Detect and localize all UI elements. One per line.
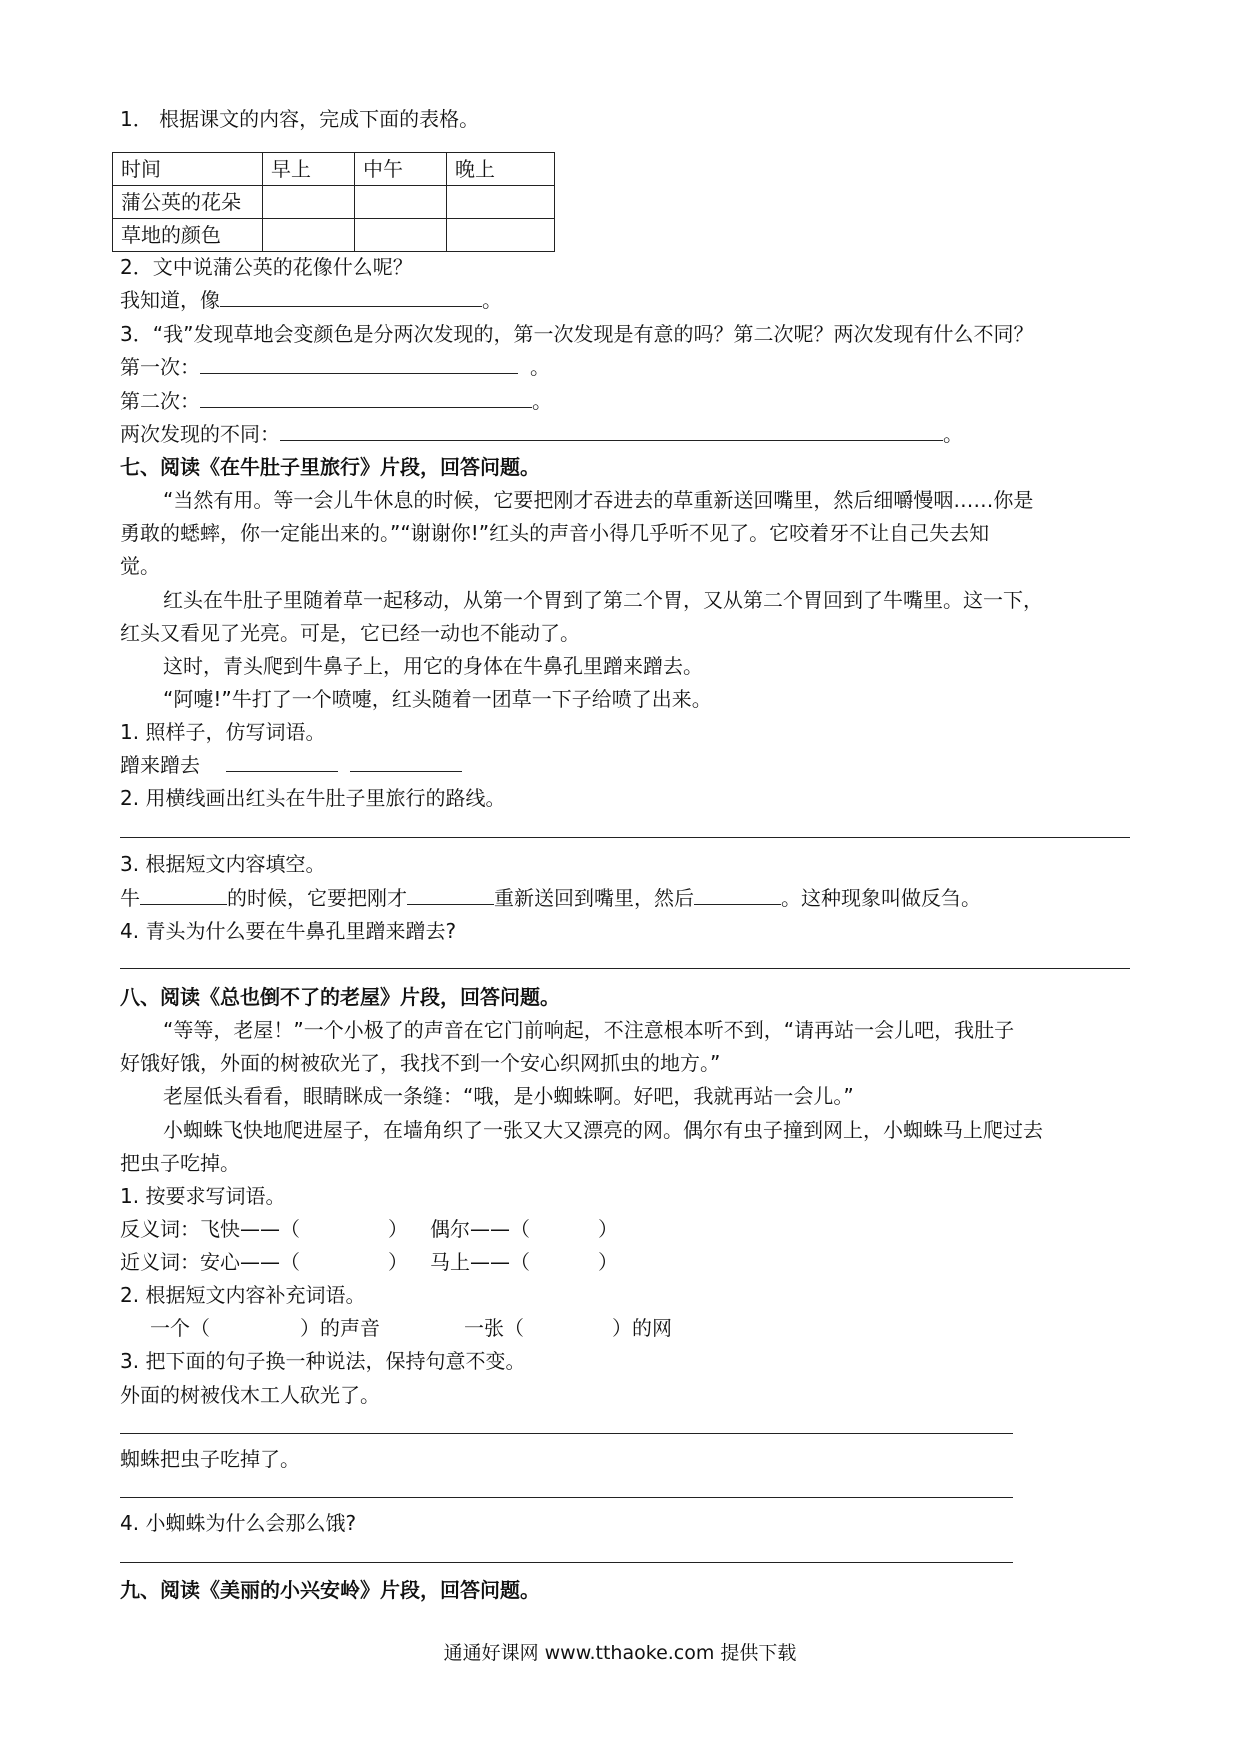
answer-blank[interactable] [694, 886, 781, 905]
fill-text: 牛 [120, 886, 140, 910]
section-9-title: 九、阅读《美丽的小兴安岭》片段，回答问题。 [120, 1578, 540, 1602]
close-paren: ） [598, 1217, 618, 1241]
s8-sentence-2: 蜘蛛把虫子吃掉了。 [120, 1447, 300, 1471]
close-paren: ） [388, 1250, 408, 1274]
close-paren: ） [388, 1217, 408, 1241]
answer-label: 第一次： [120, 355, 200, 379]
passage-line: 这时，青头爬到牛鼻子上，用它的身体在牛鼻孔里蹭来蹭去。 [163, 654, 703, 678]
answer-rule[interactable] [120, 1562, 1013, 1563]
s7-question-3-fill [120, 886, 981, 910]
s8-sentence-1: 外面的树被伐木工人砍光了。 [120, 1383, 380, 1407]
table-row [113, 186, 555, 219]
section-8-title: 八、阅读《总也倒不了的老屋》片段，回答问题。 [120, 985, 560, 1009]
synonym-line [120, 1250, 618, 1274]
table-cell: 中午 [355, 153, 447, 186]
question-1: 1． 根据课文的内容，完成下面的表格。 [120, 107, 480, 131]
fill-line [150, 1316, 672, 1340]
passage-line: 红头又看见了光亮。可是，它已经一动也不能动了。 [120, 621, 580, 645]
passage-line: 勇敢的蟋蟀，你一定能出来的。”“谢谢你!”红头的声音小得几乎听不见了。它咬着牙不让自己失去知 [120, 521, 990, 545]
table-cell: 草地的颜色 [113, 219, 263, 252]
example-word: 蹭来蹭去 [120, 753, 200, 777]
question-2-answer-line [120, 288, 502, 312]
question-3: 3．“我”发现草地会变颜色是分两次发现的，第一次发现是有意的吗？第二次呢？两次发现有什么不同？ [120, 322, 1034, 346]
table-cell[interactable] [355, 219, 447, 252]
s7-question-2: 2. 用横线画出红头在牛肚子里旅行的路线。 [120, 786, 506, 810]
passage-line: 红头在牛肚子里随着草一起移动，从第一个胃到了第二个胃，又从第二个胃回到了牛嘴里。这一下， [163, 588, 1043, 612]
word-prompt: 一张（ [464, 1316, 524, 1340]
passage-line: 老屋低头看看，眼睛眯成一条缝：“哦，是小蜘蛛啊。好吧，我就再站一会儿。” [163, 1084, 854, 1108]
table-cell[interactable] [447, 219, 555, 252]
question-3-first-line [120, 355, 550, 379]
table-row [113, 219, 555, 252]
answer-blank[interactable] [140, 886, 227, 905]
answer-rule[interactable] [120, 968, 1130, 969]
answer-blank[interactable] [407, 886, 494, 905]
passage-line: 觉。 [120, 554, 160, 578]
table-header-row [113, 153, 555, 186]
s8-question-4: 4. 小蜘蛛为什么会那么饿? [120, 1511, 357, 1535]
answer-rule[interactable] [120, 1433, 1013, 1434]
s7-question-1: 1. 照样子，仿写词语。 [120, 720, 326, 744]
answer-blank[interactable] [280, 422, 943, 441]
answer-rule[interactable] [120, 837, 1130, 838]
s8-question-1: 1. 按要求写词语。 [120, 1184, 286, 1208]
answer-blank[interactable] [226, 753, 338, 772]
s8-question-3: 3. 把下面的句子换一种说法，保持句意不变。 [120, 1349, 526, 1373]
answer-rule[interactable] [120, 1497, 1013, 1498]
answer-table [112, 152, 555, 252]
fill-text: 。这种现象叫做反刍。 [781, 886, 981, 910]
fill-text: 重新送回到嘴里，然后 [494, 886, 694, 910]
passage-line: “等等，老屋！”一个小极了的声音在它门前响起，不注意根本听不到，“请再站一会儿吧，我肚子 [163, 1018, 1015, 1042]
word-prompt: 马上——（ [430, 1250, 530, 1274]
passage-line: 好饿好饿，外面的树被砍光了，我找不到一个安心织网抓虫的地方。” [120, 1051, 721, 1075]
table-cell[interactable] [447, 186, 555, 219]
s7-question-1-line [120, 753, 462, 777]
passage-line: 小蜘蛛飞快地爬进屋子，在墙角织了一张又大又漂亮的网。偶尔有虫子撞到网上，小蜘蛛马上爬过去 [163, 1118, 1043, 1142]
table-cell: 早上 [263, 153, 355, 186]
period: 。 [943, 422, 963, 446]
word-prompt: 近义词：安心——（ [120, 1250, 300, 1274]
period: 。 [530, 355, 550, 379]
question-3-second-line [120, 389, 552, 413]
word-prompt: ）的声音 [300, 1316, 380, 1340]
table-cell[interactable] [355, 186, 447, 219]
answer-label: 第二次： [120, 389, 200, 413]
word-prompt: 一个（ [150, 1316, 210, 1340]
answer-prefix: 我知道，像 [120, 288, 220, 312]
answer-blank[interactable] [200, 389, 532, 408]
word-prompt: ）的网 [612, 1316, 672, 1340]
section-7-title: 七、阅读《在牛肚子里旅行》片段，回答问题。 [120, 455, 540, 479]
table-cell: 晚上 [447, 153, 555, 186]
word-prompt: 反义词：飞快——（ [120, 1217, 300, 1241]
passage-line: “阿嚏!”牛打了一个喷嚏，红头随着一团草一下子给喷了出来。 [163, 687, 712, 711]
antonym-line [120, 1217, 618, 1241]
question-2: 2．文中说蒲公英的花像什么呢？ [120, 255, 413, 279]
close-paren: ） [598, 1250, 618, 1274]
table-cell[interactable] [263, 186, 355, 219]
passage-line: “当然有用。等一会儿牛休息的时候，它要把刚才吞进去的草重新送回嘴里，然后细嚼慢咽……你是 [163, 488, 1034, 512]
answer-label: 两次发现的不同： [120, 422, 280, 446]
answer-blank[interactable] [200, 355, 518, 374]
table-cell[interactable] [263, 219, 355, 252]
table-cell: 蒲公英的花朵 [113, 186, 263, 219]
fill-text: 的时候，它要把刚才 [227, 886, 407, 910]
s7-question-3: 3. 根据短文内容填空。 [120, 852, 326, 876]
period: 。 [532, 389, 552, 413]
passage-line: 把虫子吃掉。 [120, 1151, 240, 1175]
answer-blank[interactable] [220, 288, 482, 307]
period: 。 [482, 288, 502, 312]
s7-question-4: 4. 青头为什么要在牛鼻孔里蹭来蹭去? [120, 919, 457, 943]
s8-question-2: 2. 根据短文内容补充词语。 [120, 1283, 366, 1307]
word-prompt: 偶尔——（ [430, 1217, 530, 1241]
answer-blank[interactable] [350, 753, 462, 772]
question-3-diff-line [120, 422, 963, 446]
page-footer: 通通好课网 www.tthaoke.com 提供下载 [443, 1642, 797, 1664]
table-cell: 时间 [113, 153, 263, 186]
